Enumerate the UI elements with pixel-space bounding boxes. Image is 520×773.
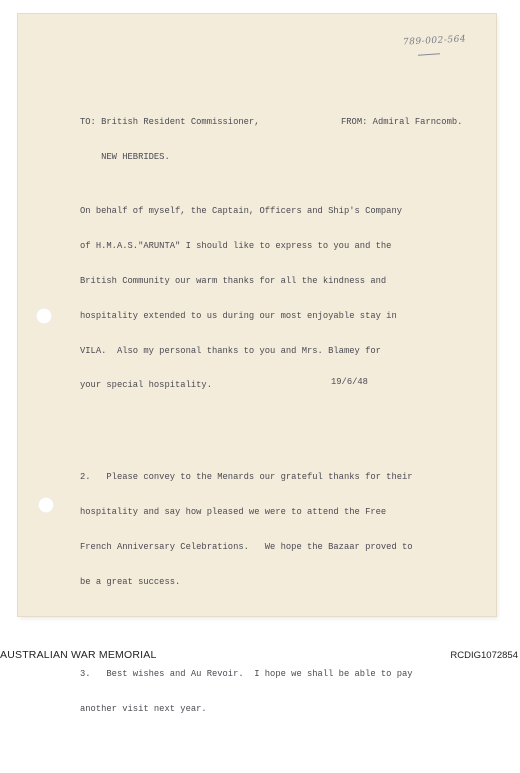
sender-block [341,94,462,152]
sender-line: FROM: Admiral Farncomb. [341,117,463,128]
paragraph-line: VILA. Also my personal thanks to you and Mrs. Blamey for [80,345,381,356]
addressee-line-2: NEW HEBRIDES. [80,151,170,162]
paragraph-line: another visit next year. [80,703,207,714]
punch-hole-top [36,308,52,324]
paragraph-line: your special hospitality. [80,380,212,391]
annotation-underline [418,53,440,56]
paragraph-line: be a great success. [80,576,181,587]
record-id: RCDIG1072854 [450,650,518,661]
handwritten-reference-number: 789-002-564 [402,34,467,48]
paragraph-line: 3. Best wishes and Au Revoir. I hope we shall be able to pay [80,668,413,679]
paragraph-line: hospitality and say how pleased we were to attend the Free [80,507,387,518]
paragraph-line: 2. Please convey to the Menards our grateful thanks for their [80,472,413,483]
addressee-line-1: TO: British Resident Commissioner, [80,117,260,128]
paragraph-line: French Anniversary Celebrations. We hope the Bazaar proved to [80,542,413,552]
letter-body [80,160,413,773]
paragraph-2 [80,449,413,611]
institution-name: AUSTRALIAN WAR MEMORIAL [0,649,157,661]
paragraph-line: hospitality extended to us during our most enjoyable stay in [80,310,397,321]
punch-hole-bottom [38,497,54,513]
paragraph-line: British Community our warm thanks for all the kindness and [80,275,387,286]
archive-footer [0,640,520,666]
paragraph-line: of H.M.A.S."ARUNTA" I should like to express to you and the [80,241,392,252]
letter-date: 19/6/48 [331,377,368,387]
paragraph-line: On behalf of myself, the Captain, Officers and Ship's Company [80,206,403,217]
